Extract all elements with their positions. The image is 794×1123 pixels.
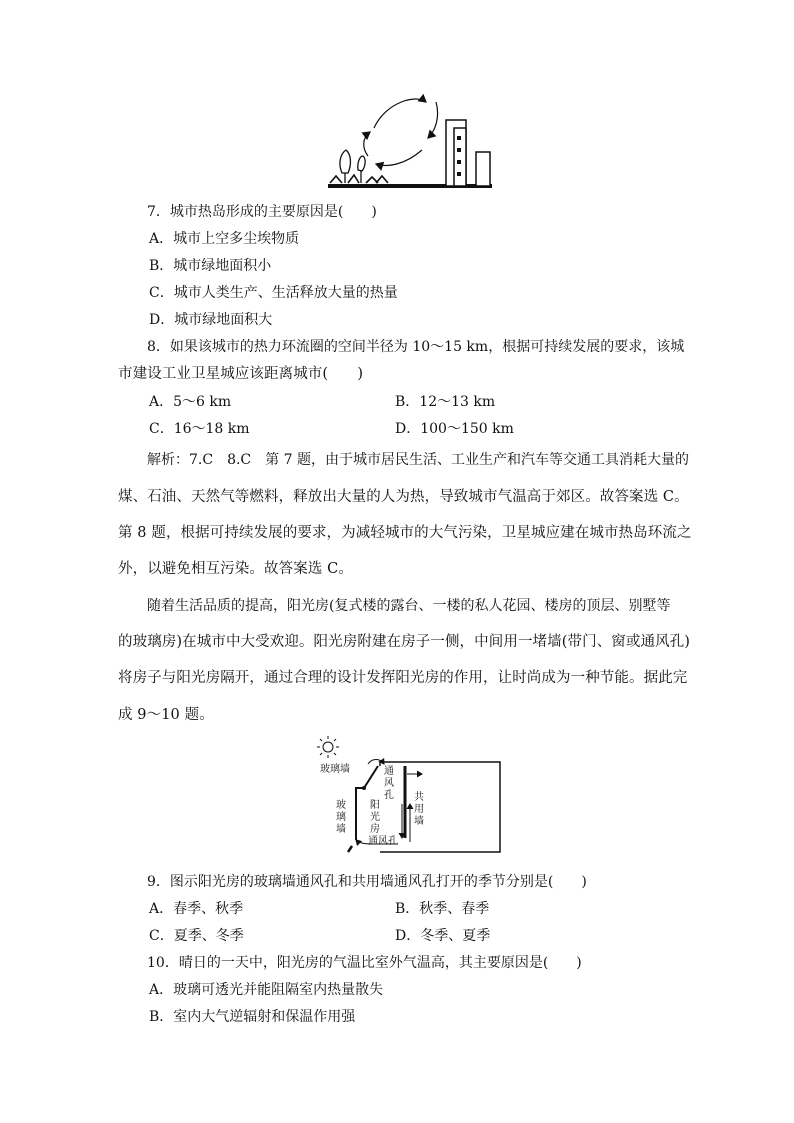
label-vent-top-1: 通 — [384, 766, 394, 777]
heat-island-diagram — [326, 90, 496, 192]
sun-icon — [317, 736, 339, 758]
label-vent-top-2: 风 — [384, 778, 394, 789]
q8-option-c: C．16～18 km — [149, 421, 250, 437]
airflow-arrow-right — [428, 102, 438, 138]
q7-option-a: A．城市上空多尘埃物质 — [149, 231, 300, 247]
intro-line3: 将房子与阳光房隔开，通过合理的设计发挥阳光房的作用，让时尚成为一种节能。据此完 — [118, 670, 688, 686]
q10-option-a: A．玻璃可透光并能阻隔室内热量散失 — [149, 982, 384, 998]
city-buildings — [446, 120, 490, 186]
explanation-line2: 煤、石油、天然气等燃料，释放出大量的人为热，导致城市气温高于郊区。故答案选 C。 — [118, 489, 689, 505]
q10-stem: 10．晴日的一天中，阳光房的气温比室外气温高，其主要原因是( ) — [147, 955, 582, 971]
q8-stem-line2: 市建设工业卫星城应该距离城市( ) — [118, 366, 364, 382]
q9-option-b: B．秋季、春季 — [395, 901, 490, 917]
q10-option-b: B．室内大气逆辐射和保温作用强 — [149, 1009, 356, 1025]
q9-option-d: D．冬季、夏季 — [395, 928, 491, 944]
q9-option-a: A．春季、秋季 — [149, 901, 244, 917]
airflow-arrow-top — [374, 99, 426, 128]
sun-room-diagram — [312, 734, 508, 858]
explanation-line4: 外，以避免相互污染。故答案选 C。 — [118, 561, 353, 577]
label-glass-wall-top: 玻璃墙 — [320, 764, 350, 775]
airflow-arrow-vent — [348, 846, 352, 852]
intro-line1: 随着生活品质的提高，阳光房(复式楼的露台、一楼的私人花园、楼房的顶层、别墅等 — [147, 598, 671, 614]
tree-icon — [330, 150, 388, 183]
label-glass-wall-side-3: 墙 — [336, 824, 346, 835]
q7-stem: 7．城市热岛形成的主要原因是( ) — [147, 204, 377, 220]
label-shared-wall-1: 共 — [414, 792, 424, 803]
label-sun-room-2: 光 — [370, 812, 380, 823]
label-vent-bottom: 通风孔 — [368, 836, 398, 847]
q8-option-b: B．12～13 km — [395, 394, 496, 410]
label-glass-wall-side-2: 璃 — [336, 812, 346, 823]
q8-option-d: D．100～150 km — [395, 421, 514, 437]
q7-option-c: C．城市人类生产、生活释放大量的热量 — [149, 285, 398, 301]
q7-option-b: B．城市绿地面积小 — [149, 258, 272, 274]
label-vent-top-3: 孔 — [384, 790, 394, 801]
house-outline — [380, 762, 500, 852]
label-sun-room-3: 房 — [370, 824, 380, 835]
intro-line2: 的玻璃房)在城市中大受欢迎。阳光房附建在房子一侧，中间用一堵墙(带门、窗或通风孔) — [118, 634, 691, 650]
label-shared-wall-3: 墙 — [414, 816, 424, 827]
q9-stem: 9．图示阳光房的玻璃墙通风孔和共用墙通风孔打开的季节分别是( ) — [147, 874, 587, 890]
q9-option-c: C．夏季、冬季 — [149, 928, 244, 944]
q8-option-a: A．5～6 km — [149, 394, 232, 410]
intro-line4: 成 9～10 题。 — [118, 707, 214, 723]
explanation-line3: 第 8 题，根据可持续发展的要求，为减轻城市的大气污染，卫星城应建在城市热岛环流之 — [118, 525, 692, 541]
label-sun-room-1: 阳 — [370, 800, 380, 811]
label-shared-wall-2: 用 — [414, 804, 424, 815]
airflow-arrow-left — [364, 132, 370, 156]
explanation-line1: 解析：7.C 8.C 第 7 题，由于城市居民生活、工业生产和汽车等交通工具消耗大量的 — [147, 452, 689, 468]
label-glass-wall-side-1: 玻 — [336, 800, 346, 811]
airflow-arrow-in — [368, 760, 384, 765]
q7-option-d: D．城市绿地面积大 — [149, 312, 273, 328]
q8-stem-line1: 8．如果该城市的热力环流圈的空间半径为 10～15 km，根据可持续发展的要求，该城 — [147, 339, 685, 355]
airflow-arrow-bottom — [376, 150, 422, 165]
